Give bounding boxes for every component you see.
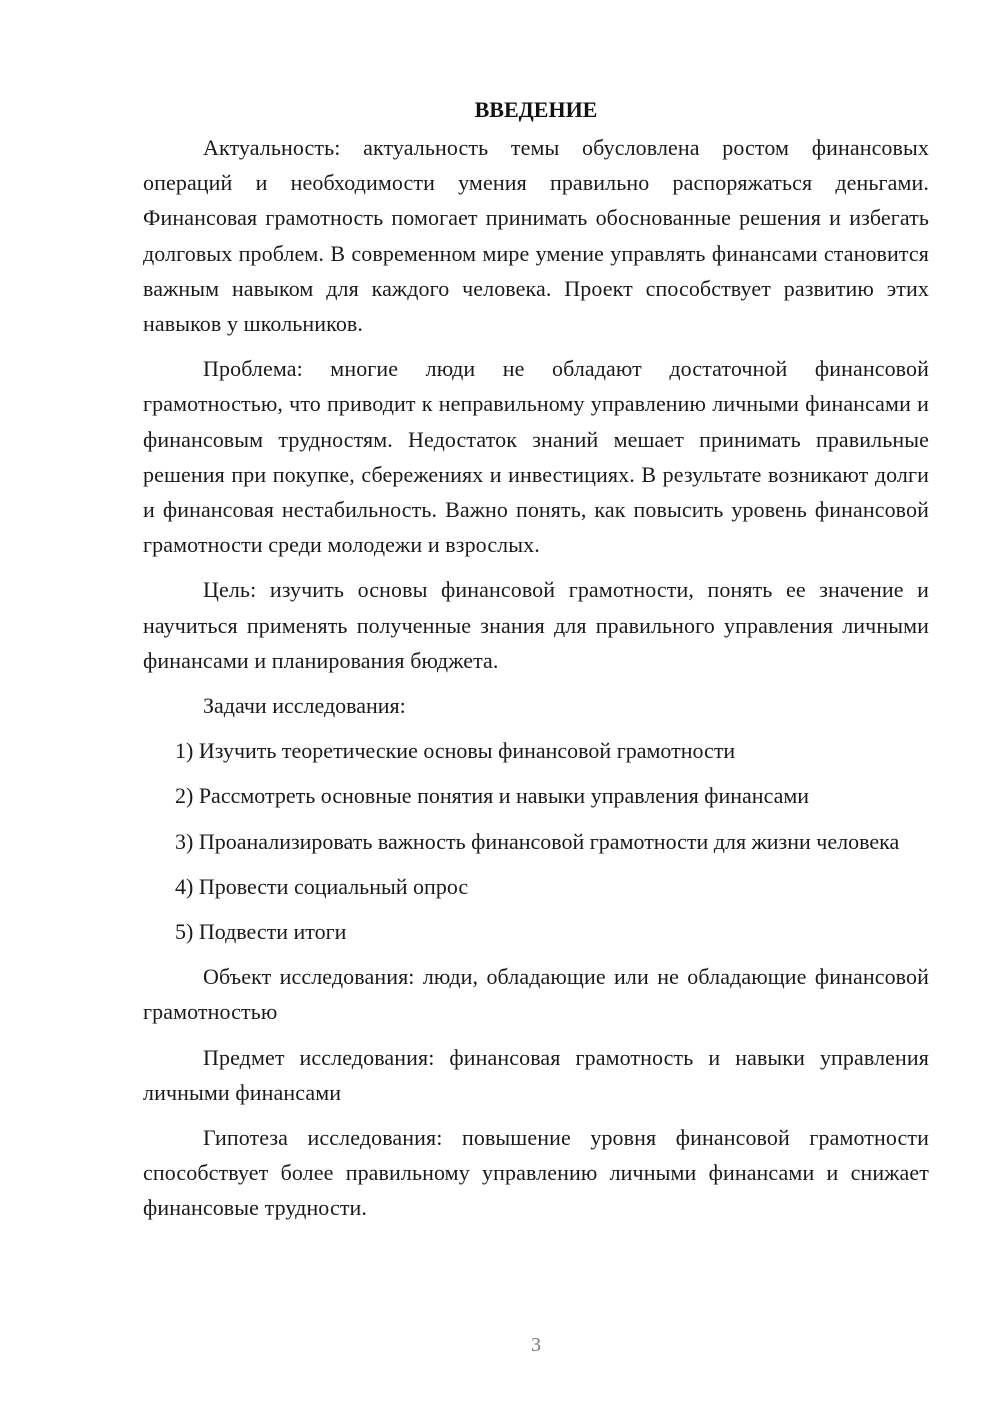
hypothesis-paragraph: Гипотеза исследования: повышение уровня финансовой грамотности способствует более правильному управлению личными финансами и снижает финансовые трудности. bbox=[143, 1125, 929, 1221]
task-item: 1) Изучить теоретические основы финансовой грамотности bbox=[175, 738, 736, 764]
page-content bbox=[143, 92, 929, 1236]
task-item: 2) Рассмотреть основные понятия и навыки управления финансами bbox=[175, 783, 810, 809]
section-title: ВВЕДЕНИЕ bbox=[474, 97, 598, 122]
task-item: 4) Провести социальный опрос bbox=[175, 873, 469, 899]
object-paragraph: Объект исследования: люди, обладающие или не обладающие финансовой грамотностью bbox=[143, 964, 929, 1025]
subject-paragraph: Предмет исследования: финансовая грамотность и навыки управления личными финансами bbox=[143, 1044, 929, 1105]
task-item: 5) Подвести итоги bbox=[175, 919, 347, 945]
task-item: 3) Проанализировать важность финансовой грамотности для жизни человека bbox=[175, 828, 900, 854]
problem-paragraph: Проблема: многие люди не обладают достаточной финансовой грамотностью, что приводит к неправильному управлению личными финансами и финансовым трудностям. Недостаток знаний мешает принимать правильные решения при покупке, сбережениях и инвестициях. В результате возникают долги и финансовая нестабильность. Важно понять, как повысить уровень финансовой грамотности среди молодежи и взрослых. bbox=[143, 356, 929, 558]
page-number: 3 bbox=[531, 1334, 541, 1356]
tasks-heading: Задачи исследования: bbox=[203, 693, 406, 719]
goal-paragraph: Цель: изучить основы финансовой грамотности, понять ее значение и научиться применять полученные знания для правильного управления личными финансами и планирования бюджета. bbox=[143, 577, 929, 673]
relevance-paragraph: Актуальность: актуальность темы обусловлена ростом финансовых операций и необходимости умения правильно распоряжаться деньгами. Финансовая грамотность помогает принимать обоснованные решения и избегать долговых проблем. В современном мире умение управлять финансами становится важным навыком для каждого человека. Проект способствует развитию этих навыков у школьников. bbox=[143, 135, 929, 337]
